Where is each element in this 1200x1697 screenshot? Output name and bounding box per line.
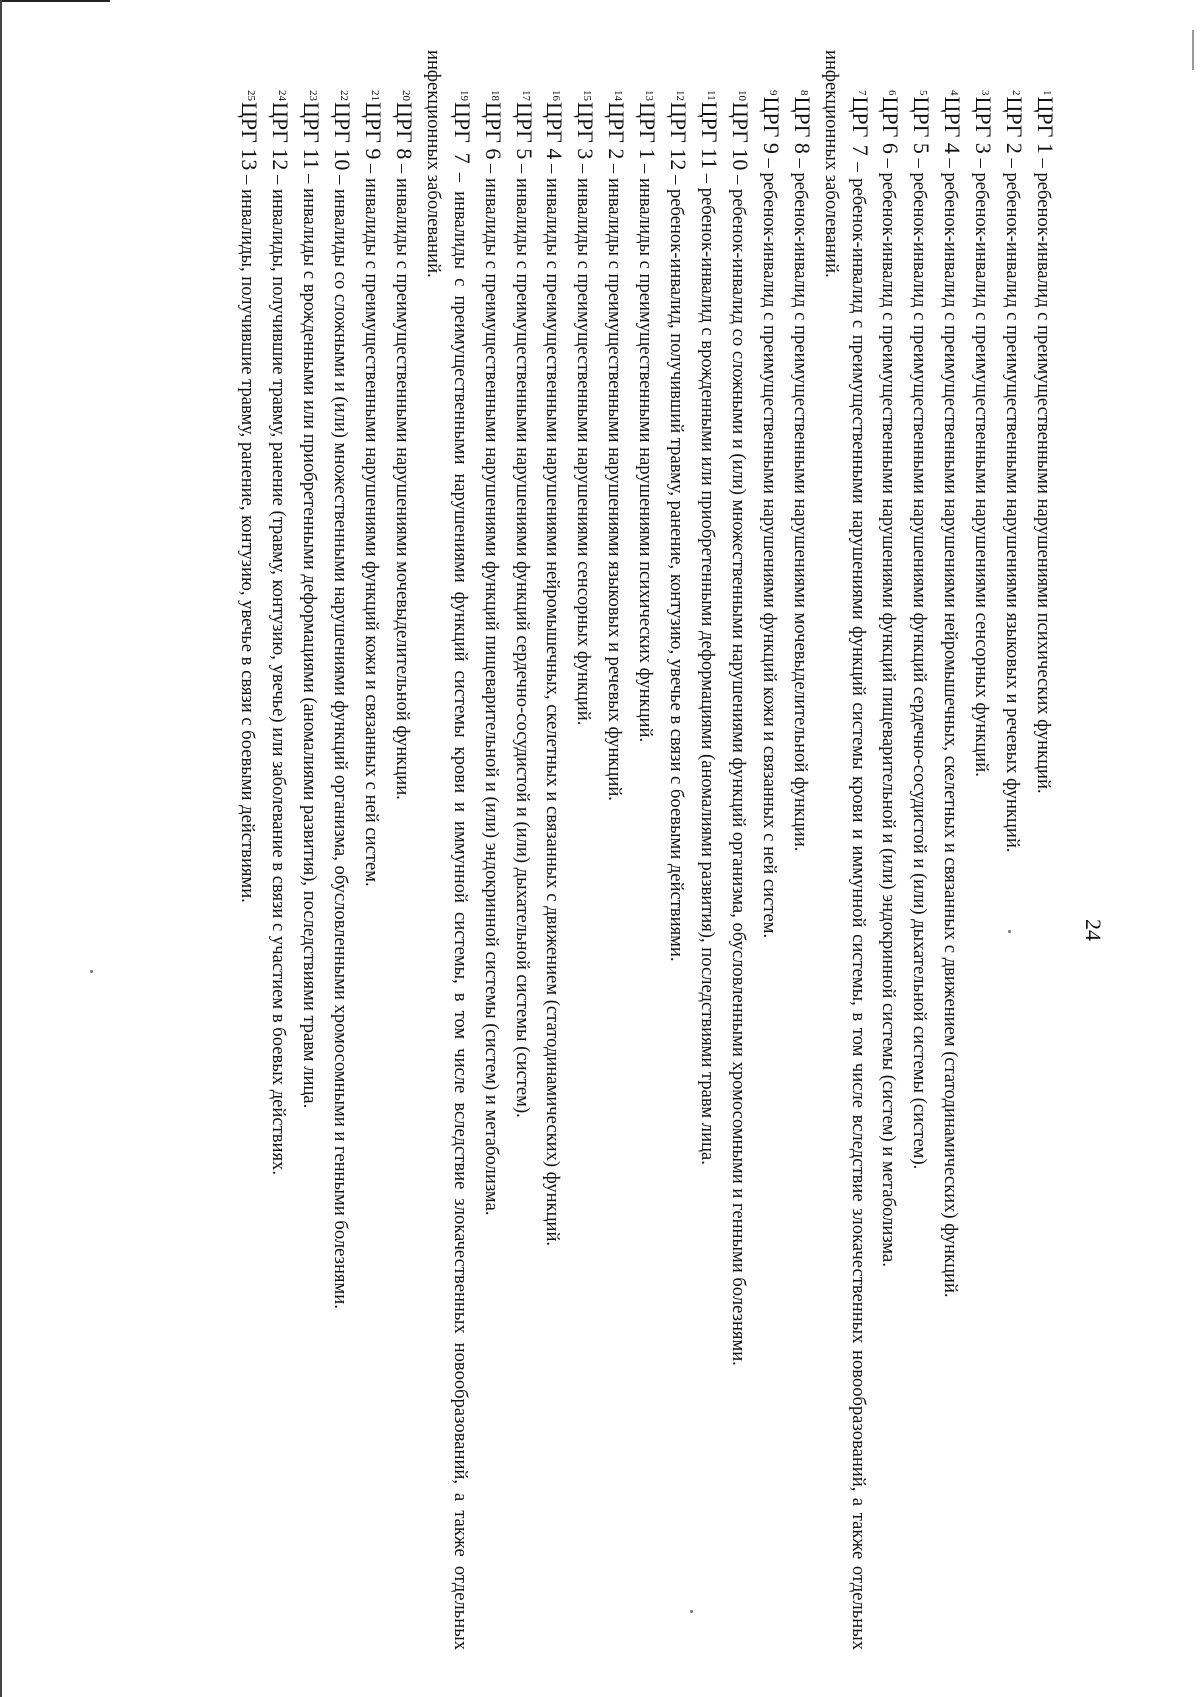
footnote-marker: 16 [550, 90, 563, 101]
footnote-code: ЦРГ 9 [361, 102, 387, 160]
footnote [631, 50, 662, 1650]
footnote [724, 50, 755, 1650]
footnote [357, 50, 388, 1650]
footnote-code: ЦРГ 13 [237, 102, 263, 171]
footnote-marker: 20 [399, 90, 412, 101]
footnote-marker: 3 [979, 90, 992, 96]
footnote-text: – инвалиды с преимущественными нарушениями мочевыделительной функции. [391, 159, 413, 800]
page-number: 24 [1081, 919, 1106, 941]
footnote [786, 50, 817, 1650]
footnote-text: – инвалиды с преимущественными нарушениями функций кожи и связанных с ней систем. [361, 159, 383, 887]
footnote-marker: 12 [674, 90, 687, 101]
footnote-text: – инвалиды с преимущественными нарушениями психических функций. [635, 159, 657, 743]
footnote-marker: 6 [886, 90, 899, 96]
footnote-marker: 21 [369, 90, 382, 101]
footnotes-list [234, 50, 1060, 1650]
footnote [905, 50, 936, 1650]
footnote-marker: 13 [643, 90, 656, 101]
footnote-marker: 7 [855, 90, 868, 96]
footnote-text: – инвалиды с преимущественными нарушениями функций пищеварительной и (или) эндокринной системы (систем) и метаболизма. [480, 159, 502, 1216]
footnote-code: ЦРГ 6 [480, 102, 506, 160]
footnote-code: ЦРГ 9 [758, 96, 784, 154]
footnote-code: ЦРГ 12 [666, 102, 692, 171]
footnote [875, 50, 906, 1650]
footnote-marker: 25 [245, 90, 258, 101]
footnote-code: ЦРГ 10 [330, 102, 356, 171]
scan-edge-right [1192, 30, 1194, 70]
footnote-text: – инвалиды со сложными и (или) множественными нарушениями функций организма, обусловленными хромосомными и генными болезнями. [330, 170, 352, 1309]
footnote-code: ЦРГ 3 [573, 102, 599, 160]
footnote-code: ЦРГ 1 [1033, 96, 1058, 154]
footnote-text: – инвалиды с врожденными или приобретенными деформациями (аномалиями развития), последствиями травм лица. [299, 169, 321, 1109]
footnote-code: ЦРГ 7 [847, 96, 873, 156]
footnote-code: ЦРГ 7 [449, 102, 475, 164]
footnote [1029, 50, 1060, 1650]
footnote-text: – ребенок-инвалид с преимущественными нарушениями нейромышечных, скелетных и связанных с движением (статодинамических) функций. [940, 153, 962, 1298]
scan-edge-left [0, 0, 2, 1697]
footnote [967, 50, 998, 1650]
footnote-text: – инвалиды с преимущественными нарушениями функций системы крови и иммунной системы, в том числе вследствие злокачественных новообразований, а также отдельных инфекционных заболеваний. [422, 50, 471, 1650]
footnote-text: – ребенок-инвалид со сложными и (или) множественными нарушениями функций организма, обусловленными хромосомными и генными болезнями. [727, 170, 749, 1366]
footnote-marker: 2 [1010, 90, 1023, 96]
scan-edge-top [0, 0, 110, 2]
footnote-text: – ребенок-инвалид с преимущественными нарушениями сенсорных функций. [971, 153, 993, 777]
rotated-page-content [166, 50, 1106, 1650]
footnote-marker: 23 [307, 90, 320, 101]
footnote-marker: 22 [338, 90, 351, 101]
footnote [326, 50, 357, 1650]
footnote [600, 50, 631, 1650]
footnote-text: – ребенок-инвалид с врожденными или приобретенными деформациями (аномалиями развития), последствиями травм лица. [697, 169, 719, 1165]
footnote-text: – ребенок-инвалид с преимущественными нарушениями функций кожи и связанных с ней систем. [758, 153, 780, 939]
footnote-code: ЦРГ 5 [909, 96, 935, 154]
footnote [508, 50, 539, 1650]
footnote-code: ЦРГ 4 [940, 96, 966, 154]
footnote [234, 50, 265, 1650]
footnote-code: ЦРГ 2 [1002, 96, 1028, 154]
footnote-text: – ребенок-инвалид с преимущественными нарушениями функций системы крови и иммунной системы, в том числе вследствие злокачественных новообразований, а также отдельных инфекционных заболеваний. [820, 50, 869, 1650]
footnote-marker: 24 [276, 90, 289, 101]
footnote-code: ЦРГ 8 [789, 96, 815, 154]
footnote [998, 50, 1029, 1650]
footnote [295, 50, 326, 1650]
footnote-code: ЦРГ 2 [604, 102, 630, 160]
footnote-text: – ребенок-инвалид с преимущественными нарушениями функций сердечно-сосудистой и (или) дыхательной системы (систем). [909, 153, 931, 1170]
footnote-text: – ребенок-инвалид, получивший травму, ранение, контузию, увечье в связи с боевыми действиями. [666, 170, 688, 962]
footnote-text: – инвалиды с преимущественными нарушениями сенсорных функций. [573, 159, 595, 726]
footnote-marker: 11 [705, 90, 718, 101]
footnote-marker: 9 [766, 90, 779, 96]
footnote-code: ЦРГ 11 [697, 101, 723, 170]
footnote-text: – инвалиды с преимущественными нарушениями функций сердечно-сосудистой и (или) дыхательной системы (систем). [511, 159, 533, 1118]
footnote-code: ЦРГ 8 [391, 102, 417, 160]
footnote-code: ЦРГ 10 [727, 102, 753, 171]
footnote-marker: 19 [457, 90, 470, 101]
footnote [419, 50, 477, 1650]
footnote [477, 50, 508, 1650]
footnote [755, 50, 786, 1650]
footnote-marker: 17 [519, 90, 532, 101]
footnote-marker: 4 [948, 90, 961, 96]
footnote-text: – инвалиды с преимущественными нарушениями нейромышечных, скелетных и связанных с движением (статодинамических) функций. [542, 159, 564, 1247]
footnote [662, 50, 693, 1650]
footnote-text: – инвалиды, получившие травму, ранение (травму, контузию, увечье) или заболевание в связи с участием в боевых действиях. [268, 170, 290, 1175]
footnote-marker: 10 [735, 90, 748, 101]
footnote [388, 50, 419, 1650]
footnote-marker: 14 [612, 90, 625, 101]
footnote [570, 50, 601, 1650]
footnote-text: – ребенок-инвалид с преимущественными нарушениями мочевыделительной функции. [789, 153, 811, 852]
footnote-code: ЦРГ 4 [542, 102, 568, 160]
footnote [264, 50, 295, 1650]
footnote-marker: 1 [1041, 90, 1053, 96]
footnote-text: – ребенок-инвалид с преимущественными нарушениями психических функций. [1033, 153, 1054, 794]
footnote-text: – ребенок-инвалид с преимущественными нарушениями языковых и речевых функций. [1002, 153, 1024, 853]
footnote-code: ЦРГ 5 [511, 102, 537, 160]
footnote-code: ЦРГ 11 [299, 102, 325, 170]
footnote-marker: 15 [581, 90, 594, 101]
footnote [936, 50, 967, 1650]
footnote-text: – инвалиды с преимущественными нарушениями языковых и речевых функций. [604, 159, 626, 801]
footnote-code: ЦРГ 3 [971, 96, 997, 154]
footnote-text: – инвалиды, получившие травму, ранение, контузию, увечье в связи с боевыми действиями. [237, 170, 259, 903]
footnote-code: ЦРГ 6 [878, 96, 904, 154]
footnote-text: – ребенок-инвалид с преимущественными нарушениями функций пищеварительной и (или) эндокринной системы (систем) и метаболизма. [878, 153, 900, 1267]
footnote-marker: 8 [797, 90, 810, 96]
footnote [817, 50, 875, 1650]
scan-speck [90, 970, 93, 973]
footnote-code: ЦРГ 1 [635, 102, 661, 160]
footnote-marker: 18 [488, 90, 501, 101]
footnote [539, 50, 570, 1650]
footnote [693, 50, 724, 1650]
footnote-code: ЦРГ 12 [268, 102, 294, 171]
footnote-marker: 5 [917, 90, 930, 96]
